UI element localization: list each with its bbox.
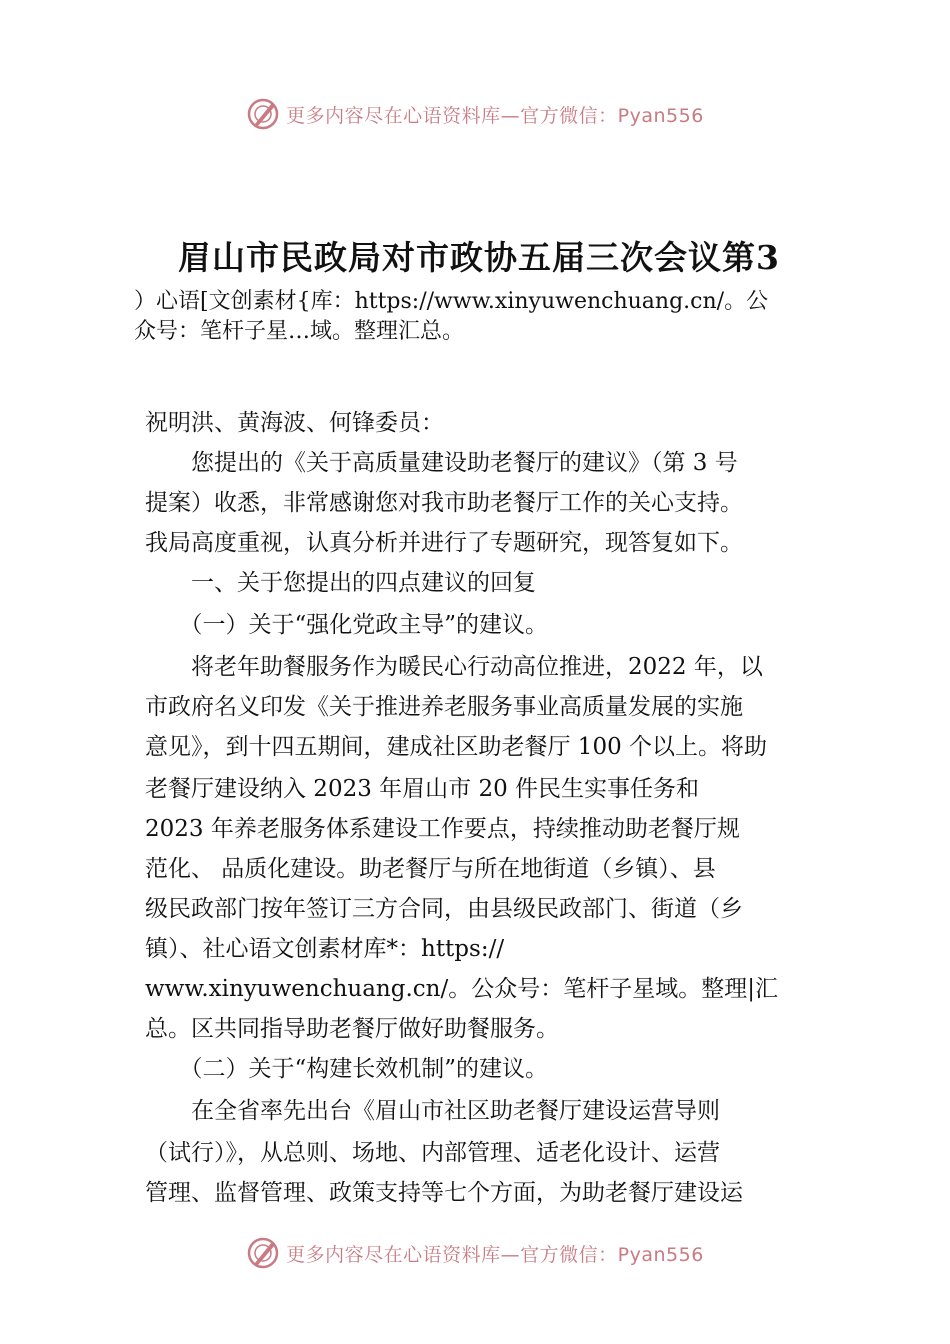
watermark-banner-top <box>0 94 950 134</box>
body-line: （试行）》，从总则、场地、内部管理、适老化设计、运营 <box>145 1140 720 1166</box>
body-line: 祝明洪、黄海波、何锋委员： <box>145 410 444 436</box>
body-line: 老餐厅建设纳入 2023 年眉山市 20 件民生实事任务和 <box>145 776 700 802</box>
body-line: 提案）收悉，非常感谢您对我市助老餐厅工作的关心支持。 <box>145 490 743 516</box>
body-line: 您提出的《关于高质量建设助老餐厅的建议》（第 3 号 <box>145 450 738 476</box>
body-line: 管理、监督管理、政策支持等七个方面，为助老餐厅建设运 <box>145 1180 743 1206</box>
body-line: 将老年助餐服务作为暖民心行动高位推进，2022 年，以 <box>145 654 763 680</box>
body-line: 总。区共同指导助老餐厅做好助餐服务。 <box>145 1016 559 1042</box>
body-line: 市政府名义印发《关于推进养老服务事业高质量发展的实施 <box>145 694 743 720</box>
body-line: 镇）、社心语文创素材库*：https:// <box>145 936 505 962</box>
body-line: （二）关于“构建长效机制”的建议。 <box>145 1056 549 1082</box>
body-line: 2023 年养老服务体系建设工作要点，持续推动助老餐厅规 <box>145 816 740 842</box>
subtitle-line: 众号：笔杆子星…域。整理汇总。 <box>134 319 465 344</box>
body-line: www.xinyuwenchuang.cn/。公众号：笔杆子星域。整理|汇 <box>145 976 778 1002</box>
pen-seal-icon <box>246 97 280 131</box>
body-line: 范化、 品质化建设。助老餐厅与所在地街道（乡镇）、县 <box>145 856 716 882</box>
pen-seal-icon <box>246 1236 280 1270</box>
watermark-text: 更多内容尽在心语资料库—官方微信：Pyan556 <box>286 1243 704 1266</box>
watermark-banner-bottom <box>0 1233 950 1273</box>
watermark-text: 更多内容尽在心语资料库—官方微信：Pyan556 <box>286 104 704 127</box>
body-line: 在全省率先出台《眉山市社区助老餐厅建设运营导则 <box>145 1098 720 1124</box>
subtitle-line: ）心语[文创素材{库：https://www.xinyuwenchuang.cn/。公 <box>134 289 769 314</box>
body-line: （一）关于“强化党政主导”的建议。 <box>145 612 549 638</box>
body-line: 意见》，到十四五期间，建成社区助老餐厅 100 个以上。将助 <box>145 734 768 760</box>
body-line: 级民政部门按年签订三方合同，由县级民政部门、街道（乡 <box>145 896 743 922</box>
body-line: 一、关于您提出的四点建议的回复 <box>145 570 536 596</box>
body-line: 我局高度重视，认真分析并进行了专题研究，现答复如下。 <box>145 530 743 556</box>
document-title: 眉山市民政局对市政协五届三次会议第3 <box>178 238 780 277</box>
